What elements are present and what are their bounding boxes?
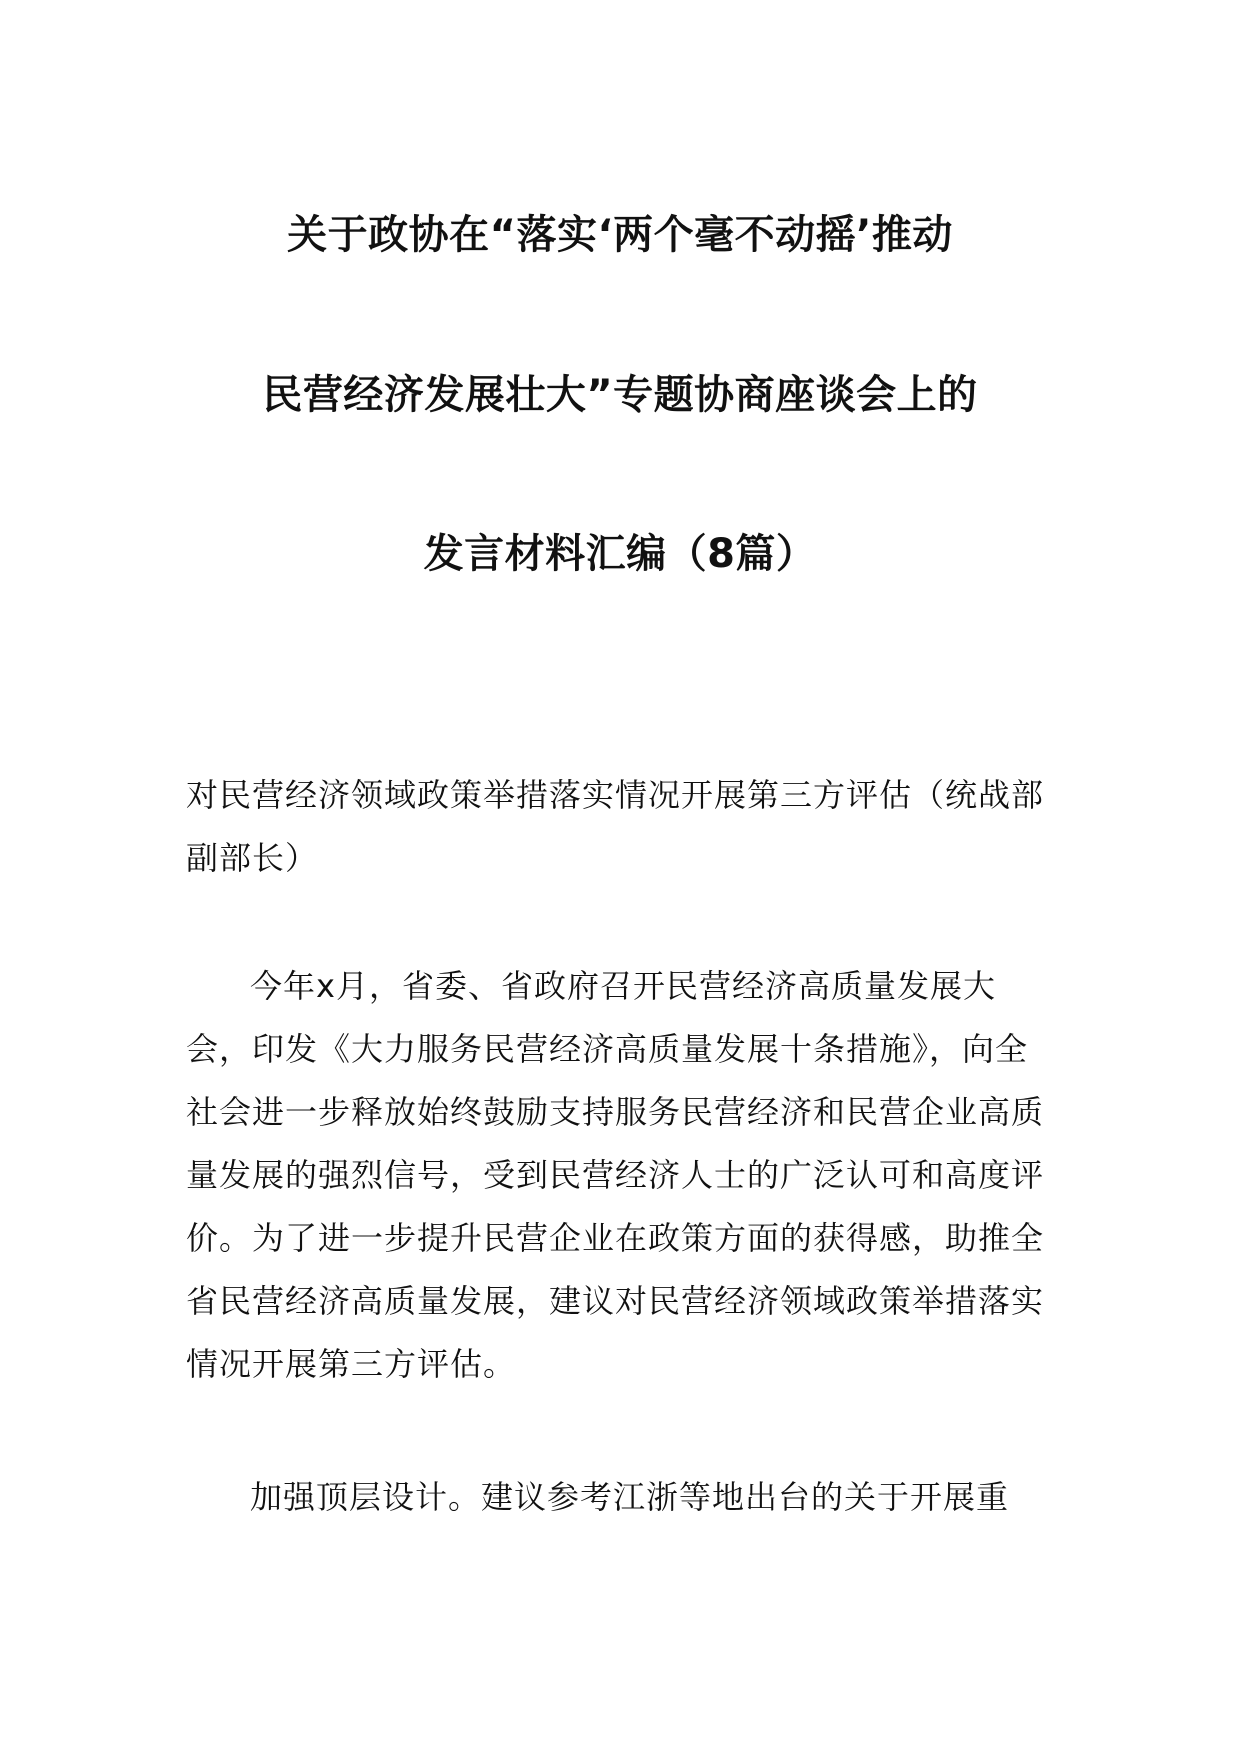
section-heading: 对民营经济领域政策举措落实情况开展第三方评估（统战部副部长） (186, 776, 1045, 877)
title-line-1: 关于政协在“落实‘两个毫不动摇’推动 (287, 212, 953, 258)
title-line-3: 发言材料汇编（8篇） (423, 531, 817, 577)
body-paragraph-1: 今年x月，省委、省政府召开民营经济高质量发展大会，印发《大力服务民营经济高质量发展十条措施》，向全社会进一步释放始终鼓励支持服务民营经济和民营企业高质量发展的强烈信号，受到民营经济人士的广泛认可和高度评价。为了进一步提升民营企业在政策方面的获得感，助推全省民营经济高质量发展，建议对民营经济领域政策举措落实情况开展第三方评估。 (186, 967, 1045, 1383)
body-paragraph-2: 加强顶层设计。建议参考江浙等地出台的关于开展重 (250, 1478, 1010, 1516)
title-line-2: 民营经济发展壮大”专题协商座谈会上的 (262, 372, 978, 418)
